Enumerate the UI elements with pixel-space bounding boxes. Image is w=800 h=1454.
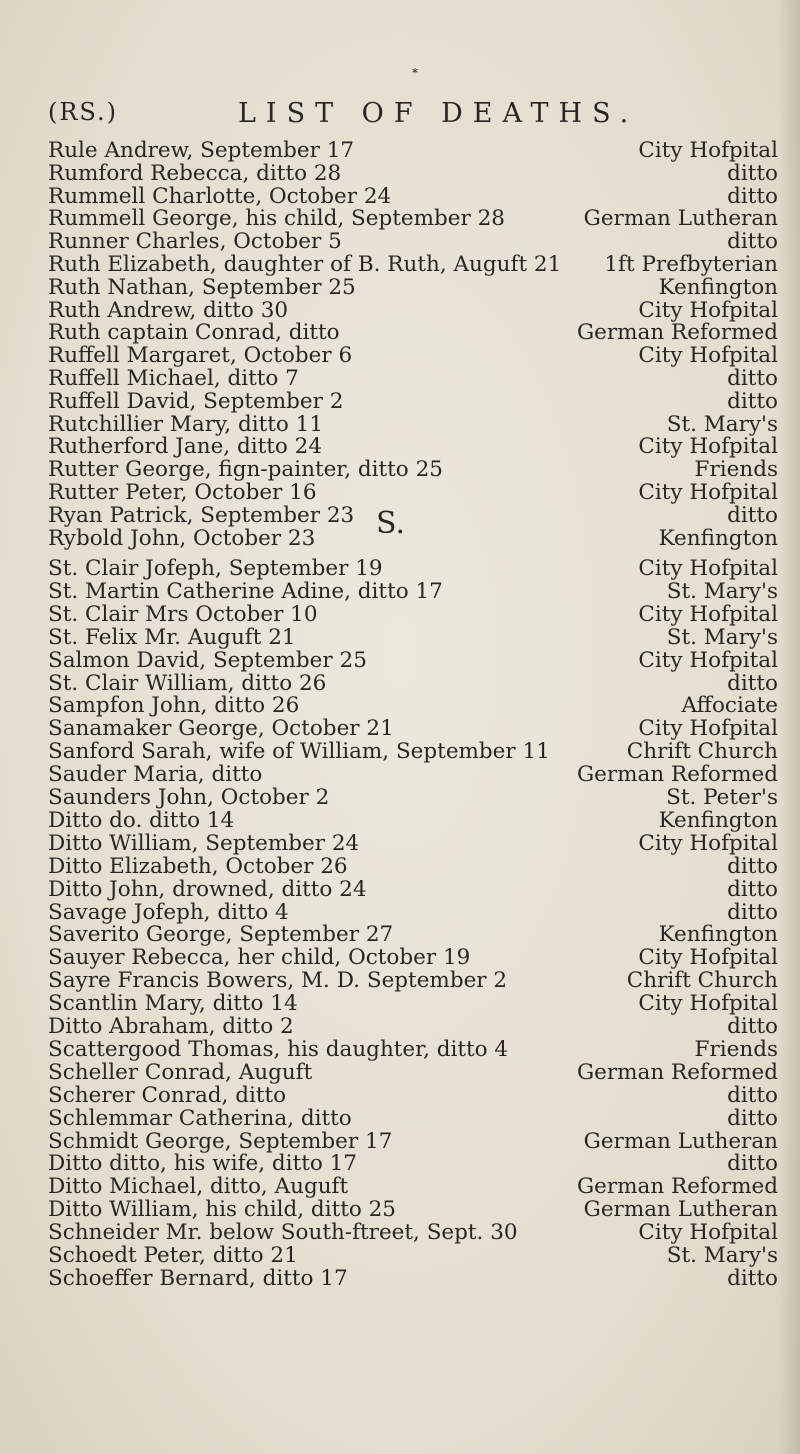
- entry-burial-place: Friends: [694, 457, 778, 483]
- entry-burial-place: German Reformed: [576, 320, 778, 346]
- entry-burial-place: German Lutheran: [583, 1197, 778, 1223]
- entry-name: Schlemmar Catherina, ditto: [48, 1105, 352, 1131]
- entry-name: Saunders John, October 2: [48, 785, 330, 810]
- entry-name: Ditto William, his child, ditto 25: [48, 1197, 396, 1223]
- entry-name: Ryan Patrick, September 23: [48, 502, 355, 528]
- entry-name: Ruth Nathan, September 25: [48, 274, 356, 300]
- entry-burial-place: City Hofpital: [638, 343, 778, 369]
- entry-burial-place: German Lutheran: [583, 206, 778, 232]
- entry-burial-place: ditto: [727, 1151, 778, 1177]
- entry-burial-place: ditto: [727, 160, 778, 186]
- entry-name: Ditto William, September 24: [48, 830, 360, 856]
- entry-burial-place: ditto: [727, 853, 778, 879]
- entry-name: Rummell Charlotte, October 24: [48, 183, 392, 209]
- entry-name: St. Clair Mrs October 10: [48, 601, 318, 627]
- entry-burial-place: ditto: [727, 670, 778, 696]
- entry-burial-place: ditto: [727, 1082, 778, 1108]
- entry-burial-place: German Reformed: [576, 1174, 778, 1200]
- entry-name: Salmon David, September 25: [48, 647, 367, 673]
- entry-burial-place: ditto: [727, 876, 778, 902]
- entry-name: Ruffell David, September 2: [48, 388, 344, 414]
- entry-burial-place: ditto: [727, 899, 778, 925]
- entry-name: St. Clair Jofeph, September 19: [48, 556, 383, 581]
- entry-burial-place: ditto: [727, 1265, 778, 1291]
- entry-name: Ditto Elizabeth, October 26: [48, 853, 348, 879]
- entry-burial-place: ditto: [727, 1014, 778, 1039]
- entry-burial-place: City Hofpital: [638, 830, 778, 856]
- entry-burial-place: ditto: [727, 1105, 778, 1131]
- entry-name: Ditto ditto, his wife, ditto 17: [48, 1151, 357, 1177]
- entry-burial-place: City Hofpital: [638, 991, 778, 1017]
- entry-name: Scantlin Mary, ditto 14: [48, 991, 298, 1017]
- entry-burial-place: ditto: [727, 183, 778, 209]
- entry-name: Ditto Abraham, ditto 2: [48, 1014, 294, 1039]
- entry-name: Schoeffer Bernard, ditto 17: [48, 1265, 348, 1291]
- entry-burial-place: German Lutheran: [583, 1128, 778, 1154]
- entry-name: Rutchillier Mary, ditto 11: [48, 411, 324, 437]
- entry-burial-place: Kenfington: [658, 274, 778, 300]
- entry-name: St. Felix Mr. Auguft 21: [48, 624, 296, 650]
- entry-name: Sanamaker George, October 21: [48, 716, 394, 742]
- entry-name: St. Clair William, ditto 26: [48, 670, 327, 696]
- entry-burial-place: St. Mary's: [666, 578, 778, 604]
- entry-name: Ditto Michael, ditto, Auguft: [48, 1174, 349, 1200]
- entry-name: Sayre Francis Bowers, M. D. September 2: [48, 968, 508, 994]
- entry-burial-place: 1ft Prefbyterian: [604, 252, 778, 277]
- entry-burial-place: Chrift Church: [626, 739, 778, 765]
- entry-burial-place: ditto: [727, 229, 778, 255]
- entry-name: Rybold John, October 23: [48, 525, 316, 551]
- header-section-mark: (RS.): [48, 98, 119, 126]
- entry-burial-place: City Hofpital: [638, 138, 778, 163]
- entry-burial-place: Chrift Church: [626, 968, 778, 994]
- entry-name: Schoedt Peter, ditto 21: [48, 1243, 298, 1268]
- entry-name: St. Martin Catherine Adine, ditto 17: [48, 578, 443, 604]
- entry-burial-place: Kenfington: [658, 525, 778, 551]
- entry-burial-place: Friends: [694, 1036, 778, 1062]
- entry-name: Rutherford Jane, ditto 24: [48, 434, 323, 460]
- entry-name: Savage Jofeph, ditto 4: [48, 899, 289, 925]
- entry-burial-place: City Hofpital: [638, 297, 778, 323]
- entry-name: Rutter Peter, October 16: [48, 480, 317, 505]
- entry-name: Rummell George, his child, September 28: [48, 206, 505, 232]
- entry-name: Ruffell Michael, ditto 7: [48, 366, 299, 391]
- entry-name: Sauder Maria, ditto: [48, 762, 263, 788]
- entry-burial-place: German Reformed: [576, 1059, 778, 1085]
- entry-name: Sampfon John, ditto 26: [48, 693, 300, 719]
- entry-name: Saverito George, September 27: [48, 922, 394, 948]
- entry-burial-place: St. Mary's: [666, 411, 778, 437]
- death-entry: [48, 1266, 778, 1292]
- entry-name: Ruffell Margaret, October 6: [48, 343, 353, 369]
- entry-burial-place: German Reformed: [576, 762, 778, 788]
- entry-name: Ruth Andrew, ditto 30: [48, 297, 289, 323]
- entry-burial-place: City Hofpital: [638, 945, 778, 971]
- entry-name: Ruth captain Conrad, ditto: [48, 320, 340, 346]
- entry-name: Runner Charles, October 5: [48, 229, 342, 255]
- entry-name: Ditto do. ditto 14: [48, 807, 235, 833]
- entry-name: Scattergood Thomas, his daughter, ditto 4: [48, 1036, 509, 1062]
- entry-burial-place: ditto: [727, 366, 778, 391]
- entry-name: Sauyer Rebecca, her child, October 19: [48, 945, 471, 971]
- entry-burial-place: St. Peter's: [666, 785, 778, 810]
- entry-name: Scheller Conrad, Auguft: [48, 1059, 313, 1085]
- page-edge-shadow: [778, 0, 800, 1454]
- entry-burial-place: St. Mary's: [666, 624, 778, 650]
- entry-burial-place: City Hofpital: [638, 480, 778, 505]
- entry-burial-place: Affociate: [681, 693, 778, 719]
- page-header: [0, 98, 800, 134]
- entry-name: Scherer Conrad, ditto: [48, 1082, 287, 1108]
- page-title: LIST OF DEATHS.: [238, 98, 639, 129]
- entry-burial-place: City Hofpital: [638, 434, 778, 460]
- entry-name: Sanford Sarah, wife of William, September 11: [48, 739, 550, 765]
- entry-burial-place: City Hofpital: [638, 1220, 778, 1246]
- entry-name: Schneider Mr. below South-ftreet, Sept. 30: [48, 1220, 518, 1246]
- entry-name: Rutter George, fign-painter, ditto 25: [48, 457, 443, 483]
- entry-burial-place: St. Mary's: [666, 1243, 778, 1268]
- death-entry: [48, 526, 778, 552]
- ink-mark: *: [412, 66, 418, 80]
- entry-name: Ditto John, drowned, ditto 24: [48, 876, 367, 902]
- entry-burial-place: ditto: [727, 502, 778, 528]
- entry-name: Ruth Elizabeth, daughter of B. Ruth, Auguft 21: [48, 252, 562, 277]
- entry-burial-place: Kenfington: [658, 807, 778, 833]
- entry-burial-place: City Hofpital: [638, 601, 778, 627]
- entry-burial-place: City Hofpital: [638, 716, 778, 742]
- entry-burial-place: Kenfington: [658, 922, 778, 948]
- entry-burial-place: City Hofpital: [638, 556, 778, 581]
- section-letter-s: S.: [376, 506, 406, 541]
- entry-burial-place: ditto: [727, 388, 778, 414]
- entry-name: Rumford Rebecca, ditto 28: [48, 160, 342, 186]
- entry-burial-place: City Hofpital: [638, 647, 778, 673]
- entry-name: Rule Andrew, September 17: [48, 138, 355, 163]
- entry-name: Schmidt George, September 17: [48, 1128, 393, 1154]
